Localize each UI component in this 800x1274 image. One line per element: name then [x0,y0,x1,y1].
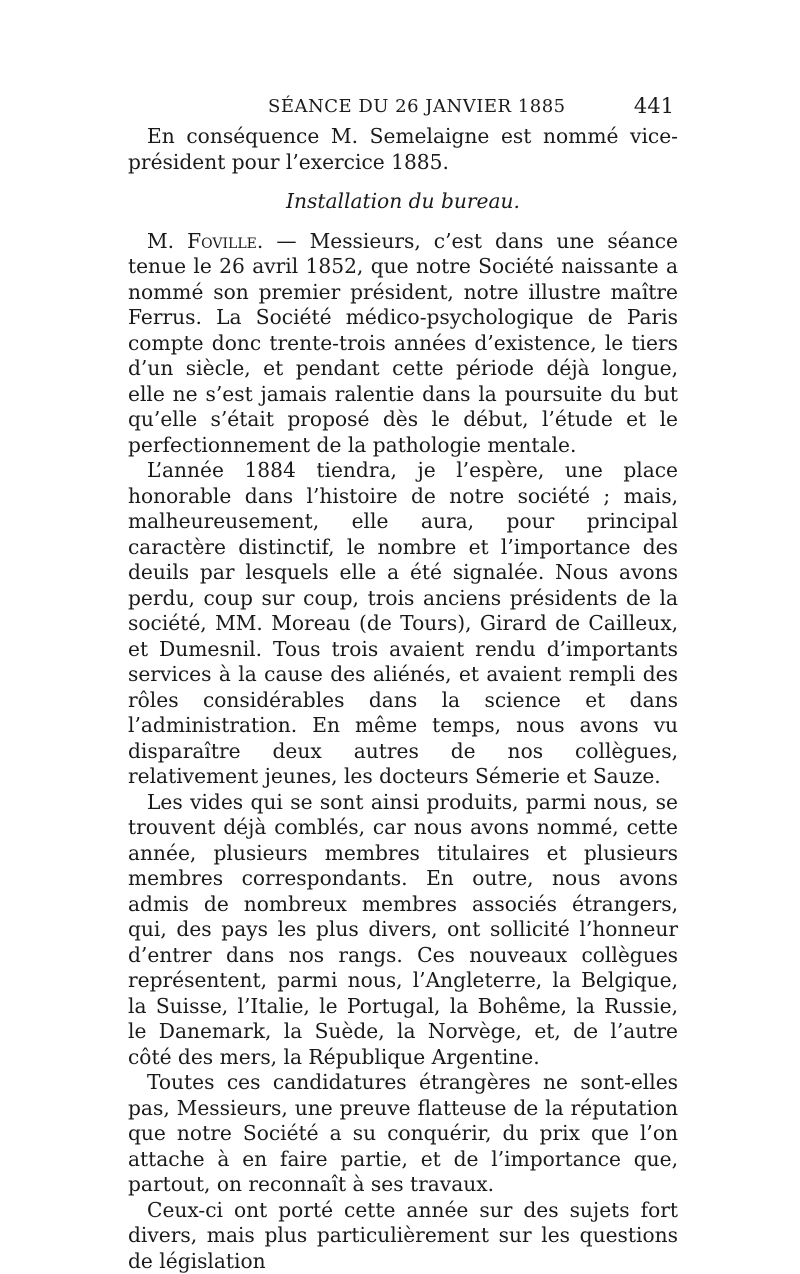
paragraph: Toutes ces candidatures étrangères ne sont-elles pas, Messieurs, une preuve flatteuse de la réputation que notre Société a su conquérir, du prix que l’on attache à en faire partie, et de l’importance que, partout, on reconnaît à ses travaux. [128,1070,678,1198]
page-header [128,90,678,122]
speaker-name: M. Foville. [147,229,263,253]
paragraph-text: — Messieurs, c’est dans une séance tenue le 26 avril 1852, que notre Société naissante a nommé son premier président, notre illustre maître Ferrus. La Société médico-psychologique de Paris compte donc trente-trois années d’existence, le tiers d’un siècle, et pendant cette période déjà longue, elle ne s’est jamais ralentie dans la poursuite du but qu’elle s’était proposé dès le début, l’étude et le perfectionnement de la pathologie mentale. [128,229,678,457]
paragraph: L’année 1884 tiendra, je l’espère, une place honorable dans l’histoire de notre société ; mais, malheureusement, elle aura, pour principal caractère distinctif, le nombre et l’importance des deuils par lesquels elle a été signalée. Nous avons perdu, coup sur coup, trois anciens présidents de la société, MM. Moreau (de Tours), Girard de Cailleux, et Dumesnil. Tous trois avaient rendu d’importants services à la cause des aliénés, et avaient rempli des rôles considérables dans la science et dans l’administration. En même temps, nous avons vu disparaître deux autres de nos collègues, relativement jeunes, les docteurs Sémerie et Sauze. [128,458,678,790]
intro-paragraph: En conséquence M. Semelaigne est nommé vice-président pour l’exercice 1885. [128,124,678,175]
page-number: 441 [634,94,674,118]
paragraph: Ceux-ci ont porté cette année sur des sujets fort divers, mais plus particulièrement sur les questions de législation [128,1198,678,1274]
section-title: Installation du bureau. [128,189,678,215]
body-text [128,124,678,1274]
running-head: SÉANCE DU 26 JANVIER 1885 [268,96,566,117]
paragraph [128,229,678,459]
paragraph: Les vides qui se sont ainsi produits, parmi nous, se trouvent déjà comblés, car nous avons nommé, cette année, plusieurs membres titulaires et plusieurs membres correspondants. En outre, nous avons admis de nombreux membres associés étrangers, qui, des pays les plus divers, ont sollicité l’honneur d’entrer dans nos rangs. Ces nouveaux collègues représentent, parmi nous, l’Angleterre, la Belgique, la Suisse, l’Italie, le Portugal, la Bohême, la Russie, le Danemark, la Suède, la Norvège, et, de l’autre côté des mers, la République Argentine. [128,790,678,1071]
